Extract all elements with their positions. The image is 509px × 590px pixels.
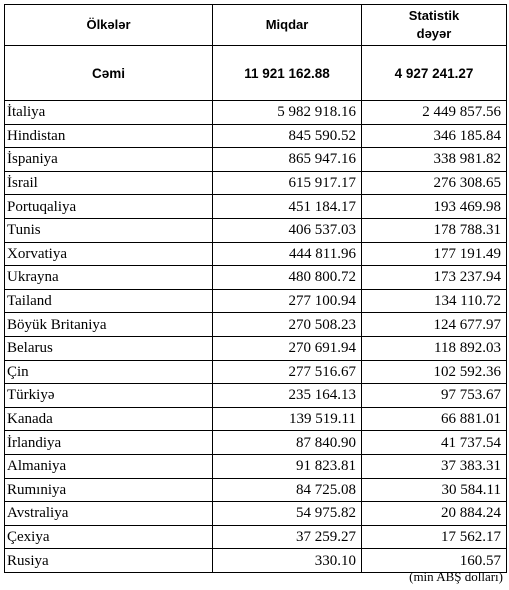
amount-cell: 330.10: [213, 549, 362, 573]
table-row: [5, 360, 507, 384]
table-row: [5, 431, 507, 455]
country-cell: Kanada: [5, 407, 213, 431]
header-country: Ölkələr: [5, 5, 213, 46]
table-row: [5, 124, 507, 148]
table-row: [5, 289, 507, 313]
table-row: [5, 101, 507, 125]
amount-cell: 270 508.23: [213, 313, 362, 337]
table-row: [5, 148, 507, 172]
country-cell: Rusiya: [5, 549, 213, 573]
amount-cell: 54 975.82: [213, 502, 362, 526]
stat-value-cell: 173 237.94: [362, 266, 507, 290]
header-stat-value-line1: Statistik: [408, 8, 460, 23]
table-row: [5, 525, 507, 549]
total-label: Cəmi: [5, 46, 213, 101]
header-row: [5, 5, 507, 46]
stat-value-cell: 2 449 857.56: [362, 101, 507, 125]
total-row: [5, 46, 507, 101]
table-row: [5, 502, 507, 526]
country-cell: Avstraliya: [5, 502, 213, 526]
stat-value-cell: 177 191.49: [362, 242, 507, 266]
stat-value-cell: 97 753.67: [362, 384, 507, 408]
country-cell: Türkiyə: [5, 384, 213, 408]
stat-value-cell: 124 677.97: [362, 313, 507, 337]
amount-cell: 139 519.11: [213, 407, 362, 431]
amount-cell: 270 691.94: [213, 336, 362, 360]
unit-note: (min ABŞ dolları): [409, 569, 503, 584]
stat-value-cell: 276 308.65: [362, 171, 507, 195]
country-cell: İrlandiya: [5, 431, 213, 455]
amount-cell: 277 516.67: [213, 360, 362, 384]
country-cell: Almaniya: [5, 454, 213, 478]
amount-cell: 91 823.81: [213, 454, 362, 478]
country-cell: Rumıniya: [5, 478, 213, 502]
table-row: [5, 171, 507, 195]
stat-value-cell: 338 981.82: [362, 148, 507, 172]
table-row: [5, 218, 507, 242]
country-cell: Tunis: [5, 218, 213, 242]
table-row: [5, 407, 507, 431]
stat-value-cell: 37 383.31: [362, 454, 507, 478]
country-cell: İtaliya: [5, 101, 213, 125]
country-cell: Xorvatiya: [5, 242, 213, 266]
header-stat-value-line2: dəyər: [416, 26, 452, 41]
stat-value-cell: 178 788.31: [362, 218, 507, 242]
amount-cell: 37 259.27: [213, 525, 362, 549]
total-section: [5, 46, 507, 101]
country-cell: Hindistan: [5, 124, 213, 148]
total-stat-value: 4 927 241.27: [362, 46, 507, 101]
amount-cell: 615 917.17: [213, 171, 362, 195]
table-row: [5, 195, 507, 219]
country-cell: Belarus: [5, 336, 213, 360]
countries-table: [4, 4, 507, 573]
country-cell: İsrail: [5, 171, 213, 195]
amount-cell: 845 590.52: [213, 124, 362, 148]
stat-value-cell: 30 584.11: [362, 478, 507, 502]
amount-cell: 451 184.17: [213, 195, 362, 219]
total-amount: 11 921 162.88: [213, 46, 362, 101]
table-row: [5, 384, 507, 408]
country-cell: Ukrayna: [5, 266, 213, 290]
stat-value-cell: 66 881.01: [362, 407, 507, 431]
table-row: [5, 313, 507, 337]
country-rows: [5, 101, 507, 573]
stat-value-cell: 160.57: [362, 549, 507, 573]
stat-value-cell: 118 892.03: [362, 336, 507, 360]
amount-cell: 87 840.90: [213, 431, 362, 455]
amount-cell: 444 811.96: [213, 242, 362, 266]
stat-value-cell: 102 592.36: [362, 360, 507, 384]
amount-cell: 84 725.08: [213, 478, 362, 502]
table-row: [5, 336, 507, 360]
stat-value-cell: 134 110.72: [362, 289, 507, 313]
table-row: [5, 454, 507, 478]
amount-cell: 235 164.13: [213, 384, 362, 408]
amount-cell: 406 537.03: [213, 218, 362, 242]
table-row: [5, 478, 507, 502]
stat-value-cell: 17 562.17: [362, 525, 507, 549]
country-cell: Çin: [5, 360, 213, 384]
table-row: [5, 266, 507, 290]
amount-cell: 277 100.94: [213, 289, 362, 313]
header-amount: Miqdar: [213, 5, 362, 46]
table-row: [5, 242, 507, 266]
header-stat-value: [362, 5, 507, 46]
country-cell: Çexiya: [5, 525, 213, 549]
amount-cell: 5 982 918.16: [213, 101, 362, 125]
amount-cell: 480 800.72: [213, 266, 362, 290]
table-header: [5, 5, 507, 46]
stat-value-cell: 346 185.84: [362, 124, 507, 148]
stat-value-cell: 20 884.24: [362, 502, 507, 526]
country-cell: Böyük Britaniya: [5, 313, 213, 337]
stat-value-cell: 193 469.98: [362, 195, 507, 219]
country-cell: Tailand: [5, 289, 213, 313]
country-cell: Portuqaliya: [5, 195, 213, 219]
amount-cell: 865 947.16: [213, 148, 362, 172]
country-cell: İspaniya: [5, 148, 213, 172]
stat-value-cell: 41 737.54: [362, 431, 507, 455]
